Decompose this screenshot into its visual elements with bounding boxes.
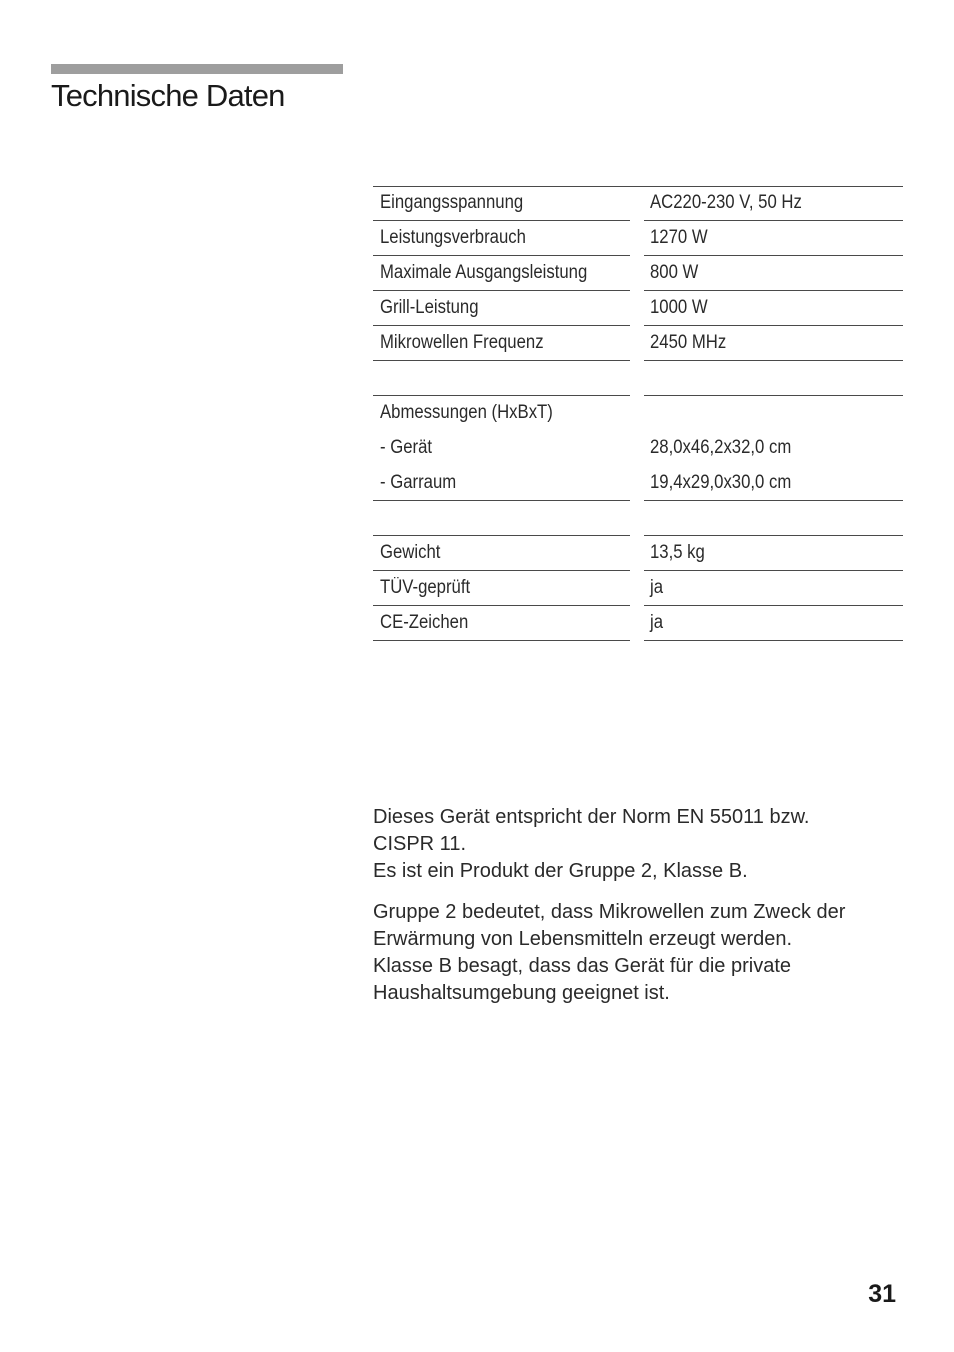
norm-paragraph (373, 804, 913, 885)
note-line: Es ist ein Produkt der Gruppe 2, Klasse B. (373, 860, 748, 882)
note-line: Haushaltsumgebung geeignet ist. (373, 982, 670, 1004)
spec-value: 1000 W (650, 297, 708, 318)
spec-row (373, 361, 903, 396)
spec-row (373, 396, 903, 431)
spec-row (373, 186, 903, 221)
spec-label: - Gerät (380, 437, 433, 458)
spec-label: Grill-Leistung (380, 297, 479, 318)
spec-label: Leistungsverbrauch (380, 227, 526, 248)
row-rule-right (644, 640, 903, 641)
note-line: Dieses Gerät entspricht der Norm EN 55011 bzw. (373, 806, 810, 828)
spec-label: - Garraum (380, 472, 457, 493)
note-line: CISPR 11. (373, 833, 466, 855)
spec-value: 28,0x46,2x32,0 cm (650, 437, 792, 458)
spec-label: Mikrowellen Frequenz (380, 332, 544, 353)
page-number: 31 (868, 1280, 896, 1308)
spec-value: ja (650, 577, 664, 598)
compliance-notes (373, 804, 913, 1021)
spec-row (373, 291, 903, 326)
title-rule (51, 64, 343, 74)
spec-row (373, 571, 903, 606)
spec-value: 800 W (650, 262, 699, 283)
note-line: Gruppe 2 bedeutet, dass Mikrowellen zum Zweck der (373, 901, 846, 923)
spec-label: Maximale Ausgangsleistung (380, 262, 588, 283)
spec-value: 19,4x29,0x30,0 cm (650, 472, 792, 493)
note-line: Klasse B besagt, dass das Gerät für die private (373, 955, 791, 977)
spec-row (373, 501, 903, 536)
spec-label: Abmessungen (HxBxT) (380, 402, 553, 423)
row-rule-left (373, 640, 630, 641)
group-class-paragraph (373, 899, 913, 1007)
spec-label: Eingangsspannung (380, 192, 524, 213)
spec-value: 1270 W (650, 227, 708, 248)
spec-row (373, 466, 903, 501)
spec-row (373, 606, 903, 641)
spec-row (373, 221, 903, 256)
spec-label: Gewicht (380, 542, 441, 563)
spec-value: 2450 MHz (650, 332, 727, 353)
spec-label: CE-Zeichen (380, 612, 469, 633)
spec-value: AC220-230 V, 50 Hz (650, 192, 802, 213)
note-line: Erwärmung von Lebensmitteln erzeugt werden. (373, 928, 793, 950)
spec-row (373, 326, 903, 361)
spec-value: ja (650, 612, 664, 633)
spec-row (373, 431, 903, 466)
spec-label: TÜV-geprüft (380, 577, 471, 598)
page-title: Technische Daten (51, 78, 285, 113)
spec-table (373, 186, 903, 641)
spec-row (373, 536, 903, 571)
spec-value: 13,5 kg (650, 542, 705, 563)
spec-row (373, 256, 903, 291)
